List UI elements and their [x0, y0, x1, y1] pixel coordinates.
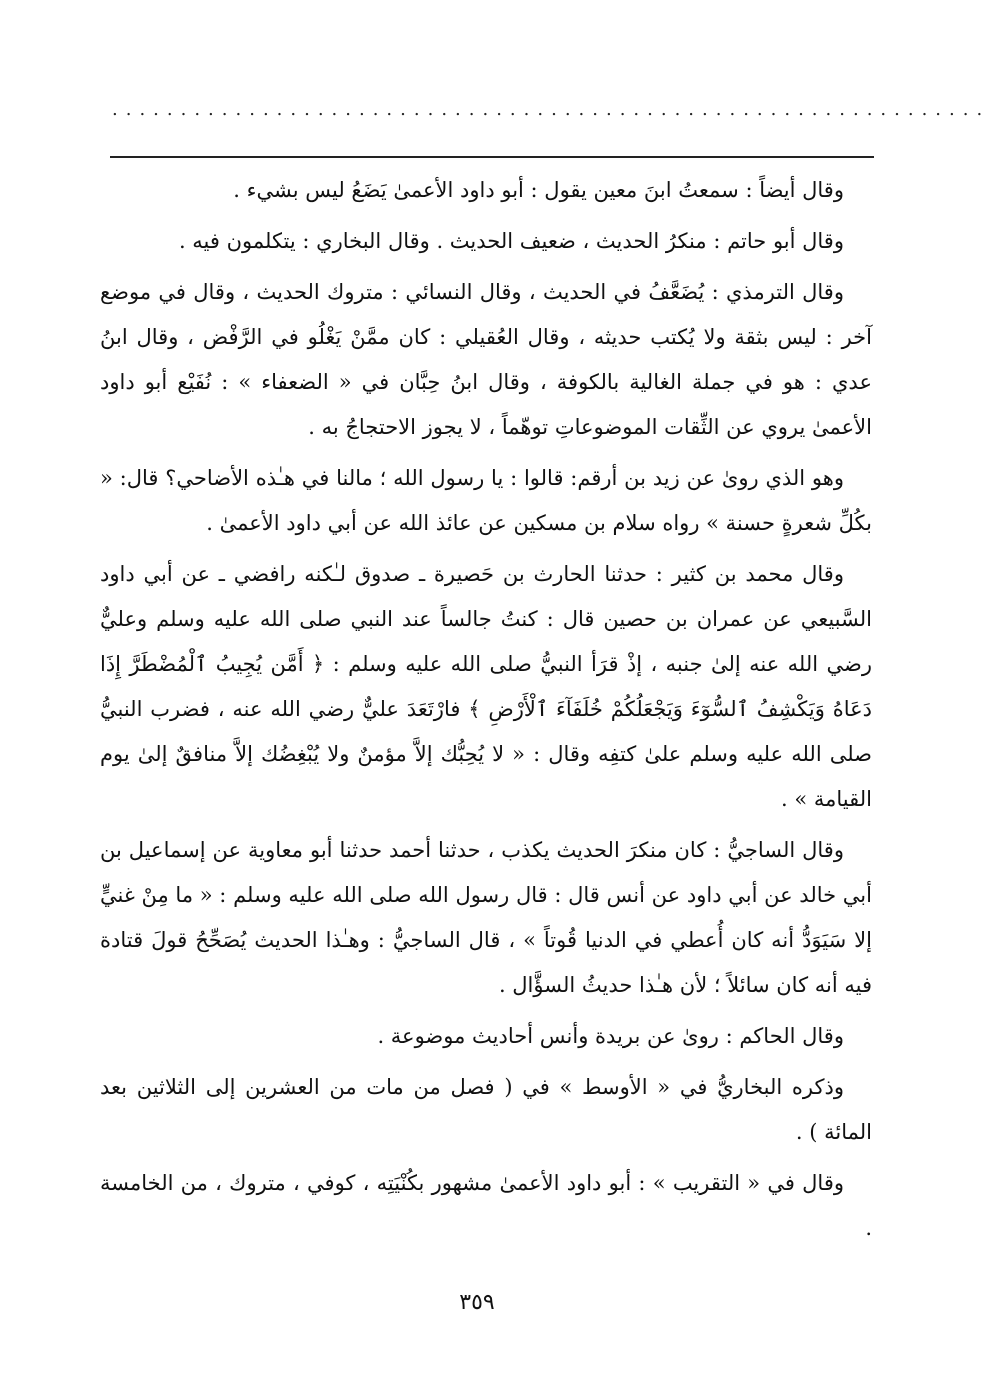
header-rule: [110, 156, 874, 158]
page-number: ٣٥٩: [459, 1290, 495, 1315]
main-text: [100, 168, 872, 1257]
paragraph-6: وقال الساجيُّ : كان منكرَ الحديث يكذب ، حدثنا أحمد حدثنا أبو معاوية عن إسماعيل بن أبي خالد عن أبي داود عن أنس قال : قال رسول الله صلى الله عليه وسلم : « ما مِنْ غنيٍّ إلا سَيَوَدُّ أنه كان أُعطي في الدنيا قُوتاً » ، قال الساجيُّ : وهـٰذا الحديث يُصَحِّحُ قولَ قتادة فيه أنه كان سائلاً ؛ لأن هـٰذا حديثُ السؤَّال .: [100, 838, 872, 997]
paragraph-5: وقال محمد بن كثير : حدثنا الحارث بن حَصيرة ـ صدوق لـٰكنه رافضي ـ عن أبي داود السَّبيعي عن عمران بن حصين قال : كنتُ جالساً عند النبي صلى الله عليه وسلم وعليٌّ رضي الله عنه إلىٰ جنبه ، إذْ قرَأ النبيُّ صلى الله عليه وسلم : ﴿ أَمَّن يُجِيبُ ٱلْمُضْطَرَّ إِذَا دَعَاهُ وَيَكْشِفُ ٱلسُّوٓءَ وَيَجْعَلُكُمْ خُلَفَآءَ ٱلْأَرْضِ ﴾ فارْتَعَدَ عليٌّ رضي الله عنه ، فضرب النبيُّ صلى الله عليه وسلم علىٰ كتفِه وقال : « لا يُحِبُّك إلاَّ مؤمنٌ ولا يُبْغِضُك إلاَّ منافقٌ إلىٰ يوم القيامة » .: [100, 562, 872, 811]
paragraph-1: وقال أيضاً : سمعتُ ابنَ معين يقول : أبو داود الأعمىٰ يَضَعُ ليس بشيء .: [233, 178, 844, 202]
paragraph-8: وذكره البخاريُّ في « الأوسط » في ( فصل من مات من العشرين إلى الثلاثين بعد المائة ) .: [100, 1075, 872, 1144]
paragraph-9: وقال في « التقريب » : أبو داود الأعمىٰ مشهور بكُنْيَتِه ، كوفي ، متروك ، من الخامسة .: [100, 1171, 872, 1240]
header-dotted-line: ................................................................: [112, 99, 990, 120]
paragraph-4: وهو الذي روىٰ عن زيد بن أرقم: قالوا : يا رسول الله ؛ مالنا في هـٰذه الأضاحي؟ قال: « بكُلِّ شعرةٍ حسنة » رواه سلام بن مسكين عن عائذ الله عن أبي داود الأعمىٰ .: [100, 466, 872, 535]
paragraph-7: وقال الحاكم : روىٰ عن بريدة وأنس أحاديث موضوعة .: [377, 1024, 844, 1048]
paragraph-2: وقال أبو حاتم : منكرُ الحديث ، ضعيف الحديث . وقال البخاري : يتكلمون فيه .: [178, 229, 844, 253]
paragraph-3: وقال الترمذي : يُضَعَّفُ في الحديث ، وقال النسائي : متروك الحديث ، وقال في موضع آخر : ليس بثقة ولا يُكتب حديثه ، وقال العُقيلي : كان ممَّنْ يَغْلُو في الرَّفْض ، وقال ابنُ عدي : هو في جملة الغالية بالكوفة ، وقال ابنُ حِبَّان في « الضعفاء » : نُفَيْع أبو داود الأعمىٰ يروي عن الثِّقات الموضوعاتِ توهّماً ، لا يجوز الاحتجاجُ به .: [100, 280, 872, 439]
